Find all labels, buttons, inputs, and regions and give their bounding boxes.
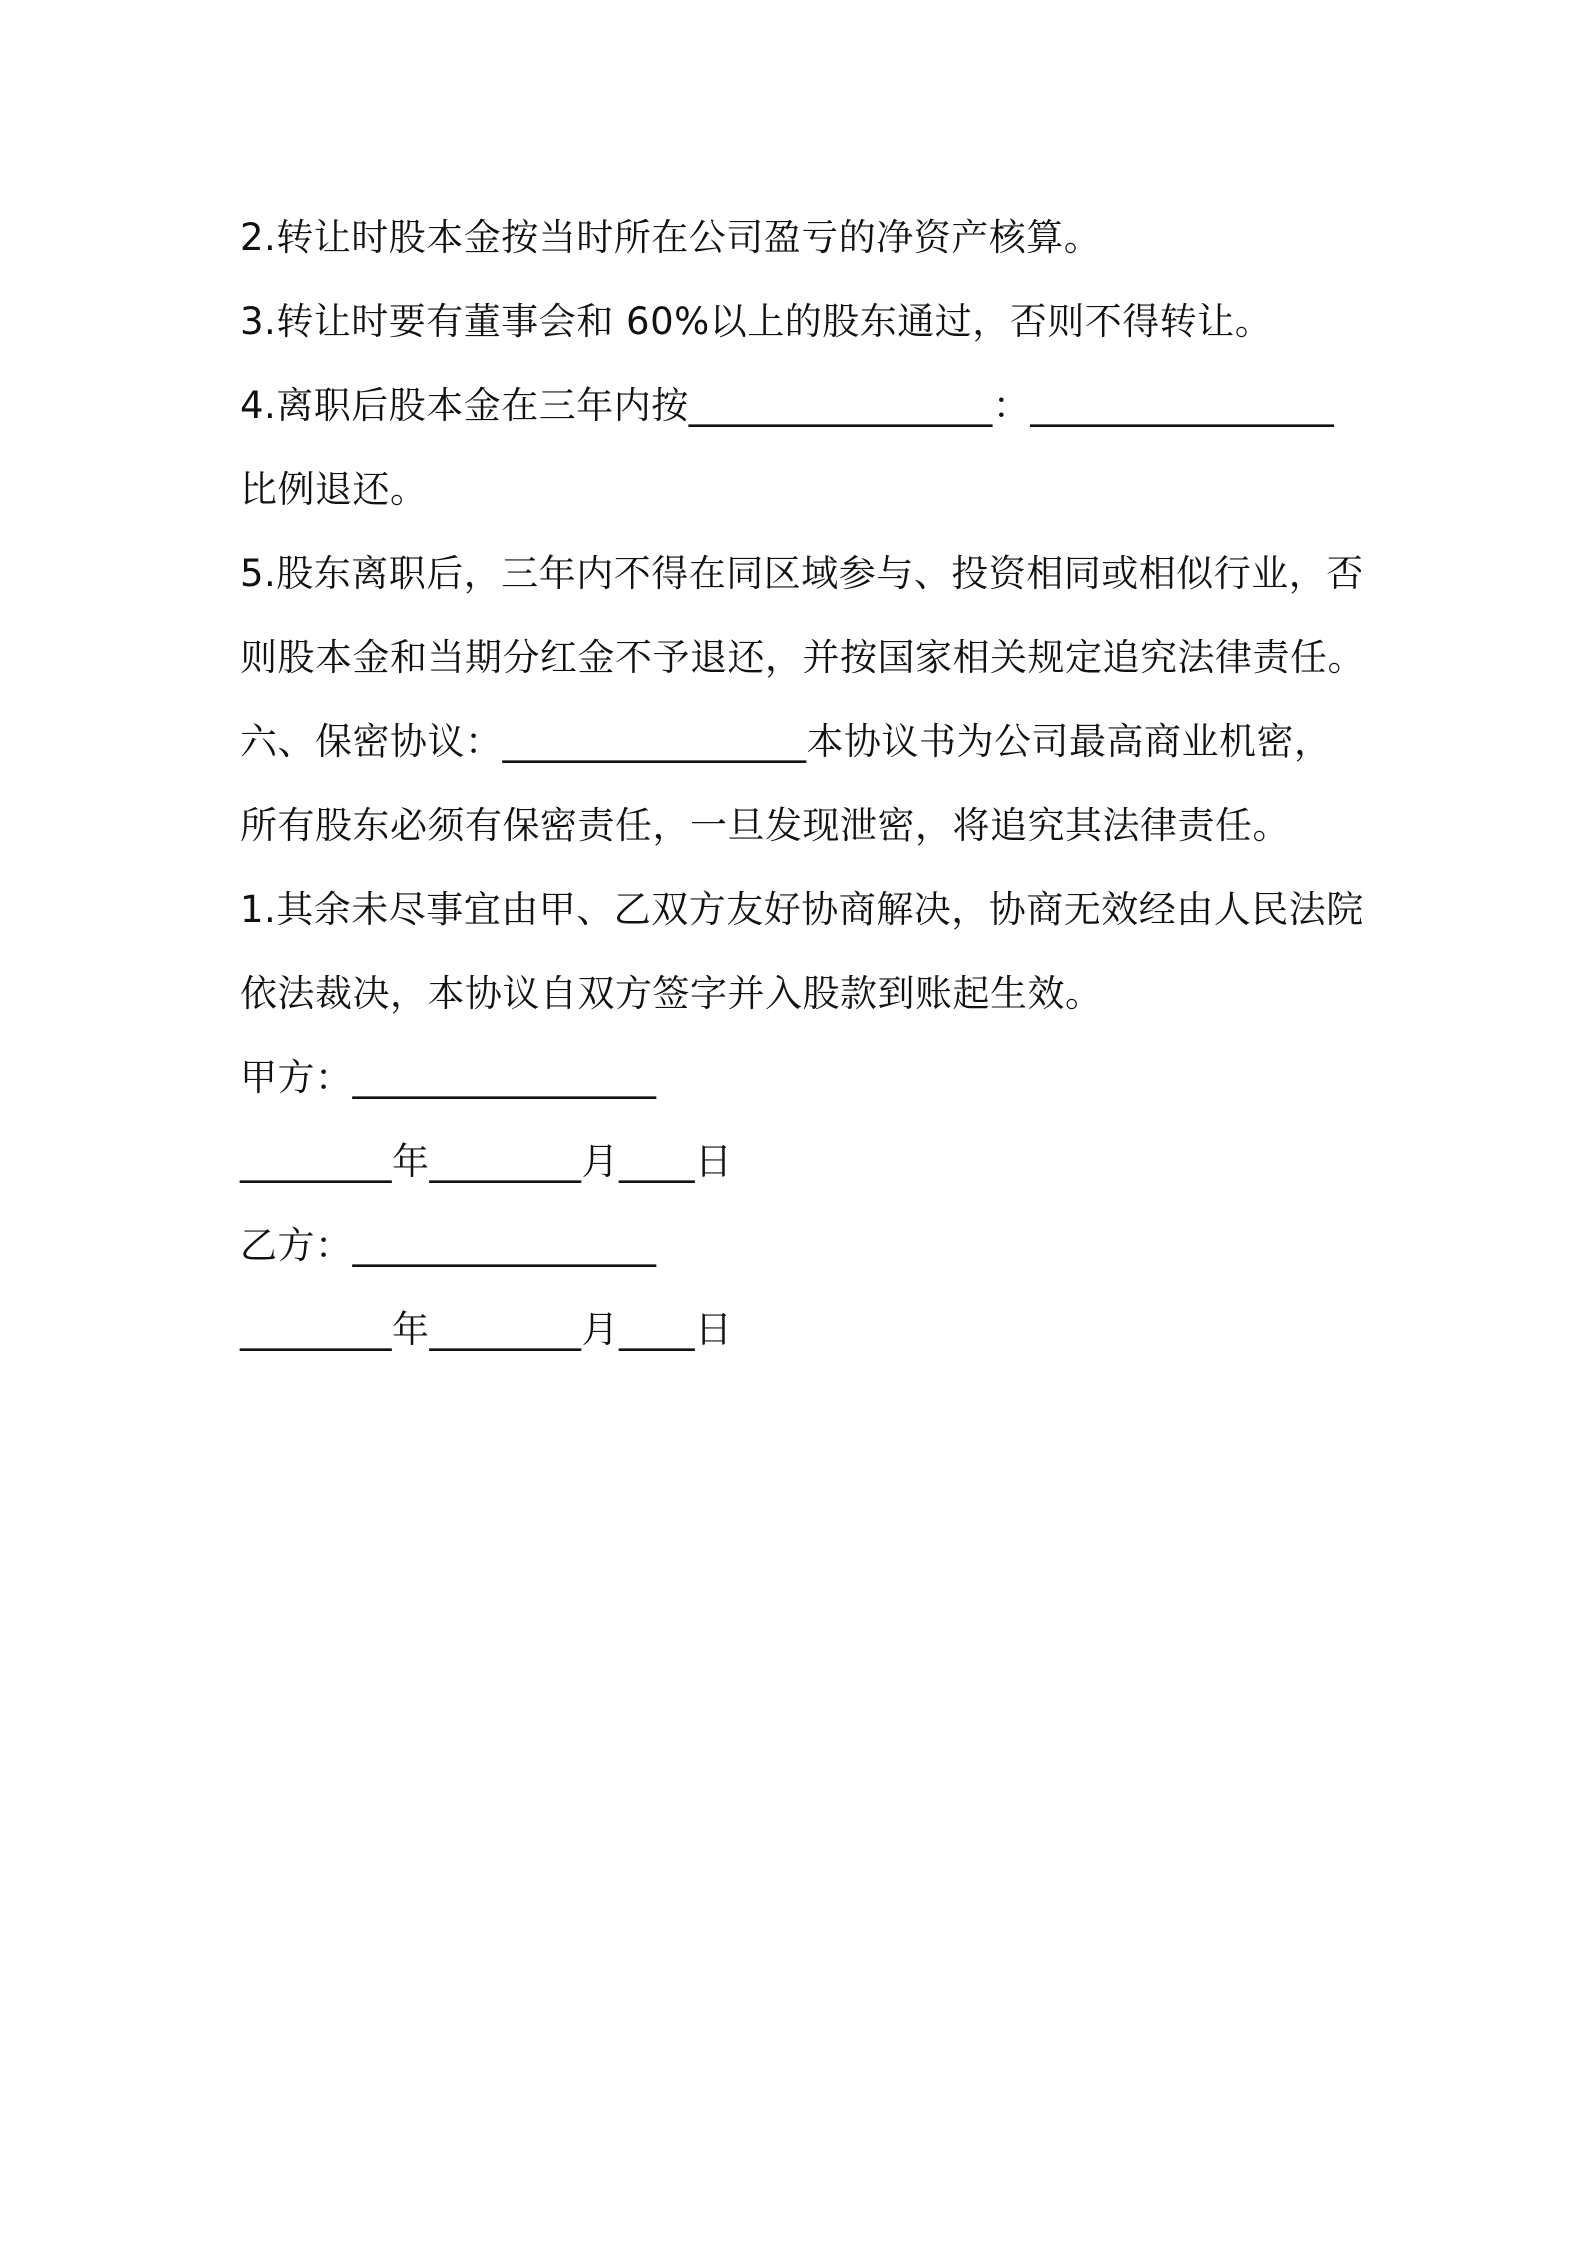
- section-confidentiality-cont: 所有股东必须有保密责任，一旦发现泄密，将追究其法律责任。: [240, 804, 1290, 847]
- clause-transfer-valuation: 2.转让时股本金按当时所在公司盈亏的净资产核算。: [240, 216, 1102, 259]
- clause-non-compete-cont: 则股本金和当期分红金不予退还，并按国家相关规定追究法律责任。: [240, 636, 1365, 679]
- clause-dispute-resolution: 1.其余未尽事宜由甲、乙双方友好协商解决，协商无效经由人民法院: [240, 888, 1364, 931]
- section-confidentiality: 六、保密协议：________________本协议书为公司最高商业机密，: [240, 720, 1332, 763]
- party-b-date: ________年________月____日: [240, 1308, 733, 1351]
- party-a-signature: 甲方：________________: [240, 1056, 657, 1099]
- clause-non-compete: 5.股东离职后，三年内不得在同区域参与、投资相同或相似行业，否: [240, 552, 1364, 595]
- party-b-signature: 乙方：________________: [240, 1224, 657, 1267]
- clause-resignation-refund-cont: 比例退还。: [240, 468, 428, 511]
- clause-dispute-resolution-cont: 依法裁决，本协议自双方签字并入股款到账起生效。: [240, 972, 1103, 1015]
- clause-resignation-refund: 4.离职后股本金在三年内按________________：________________: [240, 384, 1335, 427]
- party-a-date: ________年________月____日: [240, 1140, 733, 1183]
- clause-transfer-approval: 3.转让时要有董事会和 60%以上的股东通过，否则不得转让。: [240, 300, 1273, 343]
- document-body: [240, 196, 1365, 1372]
